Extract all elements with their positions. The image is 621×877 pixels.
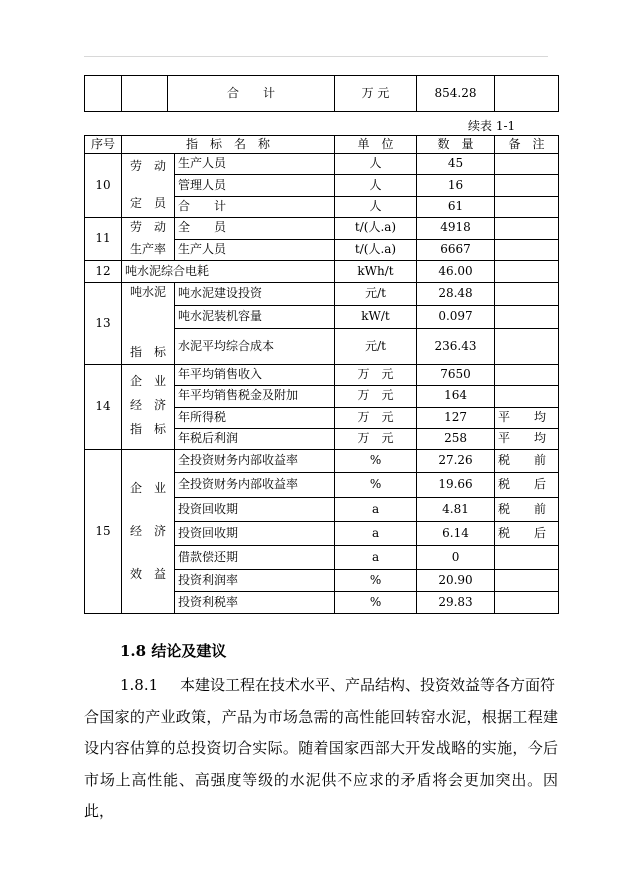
- page-top-rule: [84, 56, 548, 57]
- indicator-name: 生产人员: [175, 154, 335, 175]
- category-bottom: 生产率: [129, 242, 166, 257]
- table-row: [85, 76, 559, 112]
- indicator-name: 投资利税率: [175, 592, 335, 614]
- indicator-value: 6.14: [417, 522, 495, 546]
- indicator-remark: 税 前: [495, 498, 559, 522]
- clause-number: 1.8.1: [120, 676, 159, 694]
- indicator-value: 127: [417, 407, 495, 428]
- indicator-name: 水泥平均综合成本: [175, 329, 335, 365]
- indicator-remark: [495, 386, 559, 407]
- indicator-remark: [495, 306, 559, 329]
- indicator-remark: 税 后: [495, 473, 559, 498]
- table-header-row: [85, 136, 559, 154]
- indicator-remark: [495, 218, 559, 240]
- indicator-unit: %: [335, 473, 417, 498]
- indicator-unit: t/(人.a): [335, 218, 417, 240]
- table-row: [85, 450, 559, 473]
- category-line: 企 业: [129, 374, 166, 388]
- indicator-name: 全投资财务内部收益率: [175, 450, 335, 473]
- category-line: 企 业: [129, 480, 166, 495]
- indicator-value: 7650: [417, 365, 495, 386]
- indicator-name: 投资利润率: [175, 570, 335, 592]
- indicator-name: 年平均销售收入: [175, 365, 335, 386]
- header-qty: 数 量: [417, 136, 495, 154]
- indicator-unit: %: [335, 450, 417, 473]
- indicator-value: 29.83: [417, 592, 495, 614]
- category-bottom: 指 标: [129, 344, 166, 359]
- category-line: 指 标: [129, 422, 166, 437]
- row-number: 10: [85, 154, 122, 218]
- indicator-unit: a: [335, 498, 417, 522]
- indicator-table: [84, 135, 559, 614]
- paragraph-first-line: 本建设工程在技术水平、产品结构、投资效益等各方面符: [180, 676, 556, 694]
- indicator-value: 16: [417, 175, 495, 196]
- indicator-name: 吨水泥装机容量: [175, 306, 335, 329]
- indicator-name: 管理人员: [175, 175, 335, 196]
- category-top: 劳 动: [129, 159, 166, 173]
- section-heading: 1.8 结论及建议: [120, 642, 227, 660]
- indicator-name: 年税后利润: [175, 428, 335, 449]
- row-number: 15: [85, 450, 122, 614]
- category-bottom: 定 员: [129, 196, 166, 211]
- indicator-name: 合 计: [175, 196, 335, 217]
- indicator-remark: [495, 283, 559, 306]
- category-line: 经 济: [129, 523, 166, 538]
- paragraph-body: 合国家的产业政策，产品为市场急需的高性能回转窑水泥，根据工程建设内容估算的总投资切合实际。随着国家西部大开发战略的实施，今后市场上高性能、高强度等级的水泥供不应求的矛盾将会更加突出。因此，: [84, 707, 558, 820]
- indicator-value: 4918: [417, 218, 495, 240]
- table-row: [85, 218, 559, 240]
- indicator-value: 46.00: [417, 261, 495, 283]
- indicator-name: 吨水泥综合电耗: [122, 261, 335, 283]
- row-number: 12: [85, 261, 122, 283]
- indicator-unit: 元/t: [335, 329, 417, 365]
- indicator-unit: kWh/t: [335, 261, 417, 283]
- indicator-name: 投资回收期: [175, 498, 335, 522]
- header-name: 指 标 名 称: [122, 136, 335, 154]
- indicator-unit: a: [335, 546, 417, 570]
- indicator-value: 61: [417, 196, 495, 217]
- total-value: 854.28: [417, 76, 495, 112]
- category-cell: [122, 218, 175, 261]
- indicator-name: 生产人员: [175, 239, 335, 261]
- indicator-unit: 人: [335, 175, 417, 196]
- indicator-value: 19.66: [417, 473, 495, 498]
- indicator-value: 0.097: [417, 306, 495, 329]
- indicator-unit: 人: [335, 154, 417, 175]
- header-seq: 序号: [85, 136, 122, 154]
- total-unit: 万 元: [335, 76, 417, 112]
- total-label: 合 计: [168, 76, 335, 112]
- indicator-unit: %: [335, 570, 417, 592]
- indicator-unit: 元/t: [335, 283, 417, 306]
- section-paragraph: [84, 670, 558, 828]
- indicator-value: 4.81: [417, 498, 495, 522]
- indicator-unit: 万 元: [335, 386, 417, 407]
- indicator-value: 45: [417, 154, 495, 175]
- indicator-value: 236.43: [417, 329, 495, 365]
- indicator-value: 0: [417, 546, 495, 570]
- category-cell: [122, 283, 175, 365]
- indicator-name: 年所得税: [175, 407, 335, 428]
- indicator-remark: [495, 570, 559, 592]
- indicator-name: 投资回收期: [175, 522, 335, 546]
- row-number: 11: [85, 218, 122, 261]
- indicator-remark: 平 均: [495, 407, 559, 428]
- indicator-value: 6667: [417, 239, 495, 261]
- indicator-remark: [495, 546, 559, 570]
- indicator-remark: 税 后: [495, 522, 559, 546]
- header-unit: 单 位: [335, 136, 417, 154]
- indicator-remark: [495, 239, 559, 261]
- indicator-unit: %: [335, 592, 417, 614]
- indicator-unit: 万 元: [335, 407, 417, 428]
- table-row: [85, 154, 559, 175]
- indicator-name: 吨水泥建设投资: [175, 283, 335, 306]
- indicator-remark: [495, 196, 559, 217]
- indicator-remark: [495, 261, 559, 283]
- indicator-remark: 税 前: [495, 450, 559, 473]
- indicator-value: 164: [417, 386, 495, 407]
- indicator-name: 借款偿还期: [175, 546, 335, 570]
- indicator-value: 27.26: [417, 450, 495, 473]
- indicator-unit: 万 元: [335, 428, 417, 449]
- category-cell: [122, 365, 175, 450]
- indicator-name: 全 员: [175, 218, 335, 240]
- indicator-unit: t/(人.a): [335, 239, 417, 261]
- table-row: [85, 261, 559, 283]
- continuation-label: 续表 1-1: [468, 119, 516, 133]
- indicator-unit: kW/t: [335, 306, 417, 329]
- indicator-value: 258: [417, 428, 495, 449]
- indicator-name: 全投资财务内部收益率: [175, 473, 335, 498]
- table-row: [85, 365, 559, 386]
- indicator-unit: 人: [335, 196, 417, 217]
- indicator-remark: [495, 592, 559, 614]
- row-number: 14: [85, 365, 122, 450]
- indicator-name: 年平均销售税金及附加: [175, 386, 335, 407]
- indicator-remark: [495, 175, 559, 196]
- prev-table-tail: [84, 75, 559, 112]
- indicator-remark: [495, 365, 559, 386]
- indicator-unit: 万 元: [335, 365, 417, 386]
- indicator-remark: 平 均: [495, 428, 559, 449]
- indicator-unit: a: [335, 522, 417, 546]
- category-line: 经 济: [129, 398, 166, 413]
- category-line: 效 益: [129, 566, 166, 581]
- indicator-value: 20.90: [417, 570, 495, 592]
- indicator-remark: [495, 329, 559, 365]
- category-top: 劳 动: [129, 220, 166, 234]
- category-cell: [122, 154, 175, 218]
- table-row: [85, 283, 559, 306]
- category-cell: [122, 450, 175, 614]
- indicator-remark: [495, 154, 559, 175]
- row-number: 13: [85, 283, 122, 365]
- category-top: 吨水泥: [129, 284, 166, 299]
- indicator-value: 28.48: [417, 283, 495, 306]
- header-remark: 备 注: [495, 136, 559, 154]
